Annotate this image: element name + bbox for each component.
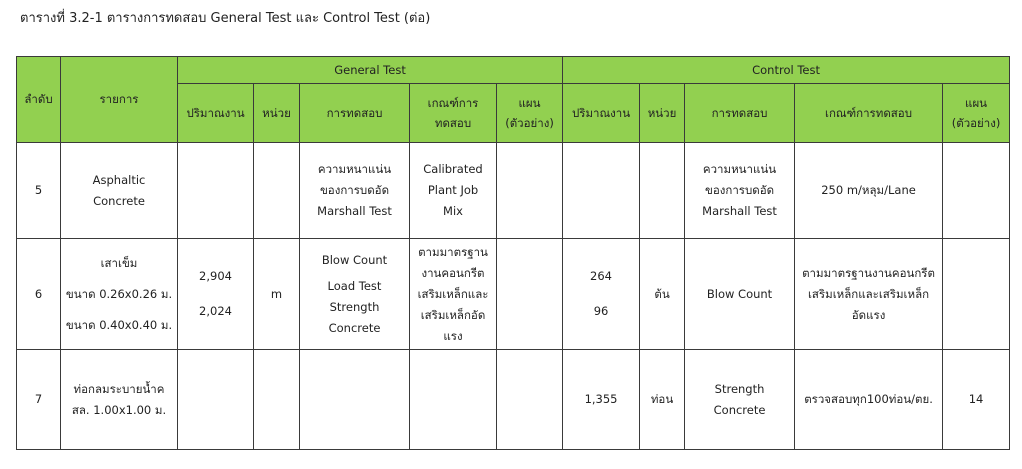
control-criteria-cell: 250 m/หลุม/Lane xyxy=(795,143,943,239)
table-caption: ตารางที่ 3.2-1 ตารางการทดสอบ General Test และ Control Test (ต่อ) xyxy=(20,11,431,26)
control-quantity-cell xyxy=(563,143,640,239)
general-criteria-line: Plant Job xyxy=(427,183,479,197)
control-plan-cell: 14 xyxy=(943,350,1010,450)
row-item xyxy=(61,239,178,350)
control-criteria-cell xyxy=(795,239,943,350)
test-table xyxy=(16,56,1010,450)
general-test-line: ของการบดอัด xyxy=(319,183,390,197)
general-test-line: Load Test xyxy=(327,278,382,293)
control-quantity-line: 264 xyxy=(590,269,612,283)
control-test-cell xyxy=(685,143,795,239)
table-row xyxy=(17,239,1010,350)
general-criteria-line: Calibrated xyxy=(423,162,483,176)
row-seq: 5 xyxy=(17,143,61,239)
control-test-line: ความหนาแน่น xyxy=(702,162,777,176)
control-plan-cell xyxy=(943,143,1010,239)
header-general-plan-line: (ตัวอย่าง) xyxy=(505,116,554,130)
row-item-line: ขนาด 0.40x0.40 ม. xyxy=(65,317,173,332)
row-item xyxy=(61,350,178,450)
header-row-group xyxy=(17,57,1010,84)
row-item-line: Asphaltic xyxy=(92,172,146,187)
general-plan-cell xyxy=(497,143,563,239)
header-control-plan-line: แผน xyxy=(965,96,988,110)
general-criteria-line: แรง xyxy=(443,328,463,343)
row-seq: 7 xyxy=(17,350,61,450)
general-test-cell xyxy=(300,350,410,450)
table-row xyxy=(17,143,1010,239)
general-test-cell xyxy=(300,143,410,239)
row-item-line: สล. 1.00x1.00 ม. xyxy=(71,402,167,417)
table-row xyxy=(17,350,1010,450)
control-test-line: ของการบดอัด xyxy=(704,183,775,197)
general-quantity-line: 2,904 xyxy=(199,269,232,283)
row-item-line: เสาเข็ม xyxy=(100,255,138,270)
control-criteria-cell: ตรวจสอบทุก100ท่อน/ตย. xyxy=(795,350,943,450)
control-test-cell xyxy=(685,350,795,450)
general-unit-cell xyxy=(254,143,300,239)
control-test-line: Marshall Test xyxy=(702,204,777,218)
control-quantity-cell: 1,355 xyxy=(563,350,640,450)
header-control-criteria: เกณฑ์การทดสอบ xyxy=(795,84,943,143)
general-test-cell xyxy=(300,239,410,350)
general-plan-cell xyxy=(497,239,563,350)
general-quantity-cell xyxy=(178,350,254,450)
header-item: รายการ xyxy=(61,57,178,143)
general-test-line: Marshall Test xyxy=(317,204,392,218)
general-criteria-line: เสริมเหล็กและ xyxy=(417,286,489,301)
header-general-criteria-line: ทดสอบ xyxy=(434,116,472,130)
general-test-line: Strength xyxy=(329,299,380,314)
header-general-quantity: ปริมาณงาน xyxy=(178,84,254,143)
row-item-line: ขนาด 0.26x0.26 ม. xyxy=(65,286,173,301)
control-unit-cell: ต้น xyxy=(640,239,685,350)
header-general-plan xyxy=(497,84,563,143)
general-test-line: Concrete xyxy=(328,320,381,335)
general-quantity-cell xyxy=(178,143,254,239)
general-unit-cell: m xyxy=(254,239,300,350)
header-control-quantity: ปริมาณงาน xyxy=(563,84,640,143)
general-quantity-line: 2,024 xyxy=(199,304,232,318)
header-general-criteria-line: เกณฑ์การ xyxy=(427,96,479,110)
control-test-cell: Blow Count xyxy=(685,239,795,350)
control-plan-cell xyxy=(943,239,1010,350)
header-general-criteria xyxy=(410,84,497,143)
general-plan-cell xyxy=(497,350,563,450)
control-criteria-line: ตามมาตรฐานงานคอนกรีต xyxy=(802,265,935,280)
control-quantity-line: 96 xyxy=(593,304,609,318)
control-test-line: Strength xyxy=(714,381,765,396)
row-seq: 6 xyxy=(17,239,61,350)
row-item-line: ท่อกลมระบายน้ำค xyxy=(73,381,165,396)
general-criteria-line: เสริมเหล็กอัด xyxy=(420,307,486,322)
header-control-plan-line: (ตัวอย่าง) xyxy=(951,116,1001,130)
header-control-plan xyxy=(943,84,1010,143)
general-criteria-cell xyxy=(410,239,497,350)
row-item-line: Concrete xyxy=(93,193,145,208)
row-item xyxy=(61,143,178,239)
control-quantity-cell xyxy=(563,239,640,350)
control-criteria-line: อัดแรง xyxy=(851,307,886,322)
header-control-unit: หน่วย xyxy=(640,84,685,143)
header-general-plan-line: แผน xyxy=(518,96,541,110)
general-quantity-cell xyxy=(178,239,254,350)
general-criteria-line: Mix xyxy=(443,204,463,218)
control-unit-cell xyxy=(640,143,685,239)
general-unit-cell xyxy=(254,350,300,450)
general-criteria-cell xyxy=(410,143,497,239)
general-test-line: Blow Count xyxy=(321,252,388,267)
general-criteria-cell xyxy=(410,350,497,450)
header-general-test: General Test xyxy=(178,57,563,84)
header-seq: ลำดับ xyxy=(17,57,61,143)
control-criteria-line: เสริมเหล็กและเสริมเหล็ก xyxy=(807,286,930,301)
header-control-test-method: การทดสอบ xyxy=(685,84,795,143)
control-test-line: Concrete xyxy=(713,402,766,417)
control-unit-cell: ท่อน xyxy=(640,350,685,450)
general-criteria-line: งานคอนกรีต xyxy=(421,265,485,280)
header-general-unit: หน่วย xyxy=(254,84,300,143)
header-control-test: Control Test xyxy=(563,57,1010,84)
general-criteria-line: ตามมาตรฐาน xyxy=(418,244,488,259)
general-test-line: ความหนาแน่น xyxy=(317,162,392,176)
header-general-test-method: การทดสอบ xyxy=(300,84,410,143)
